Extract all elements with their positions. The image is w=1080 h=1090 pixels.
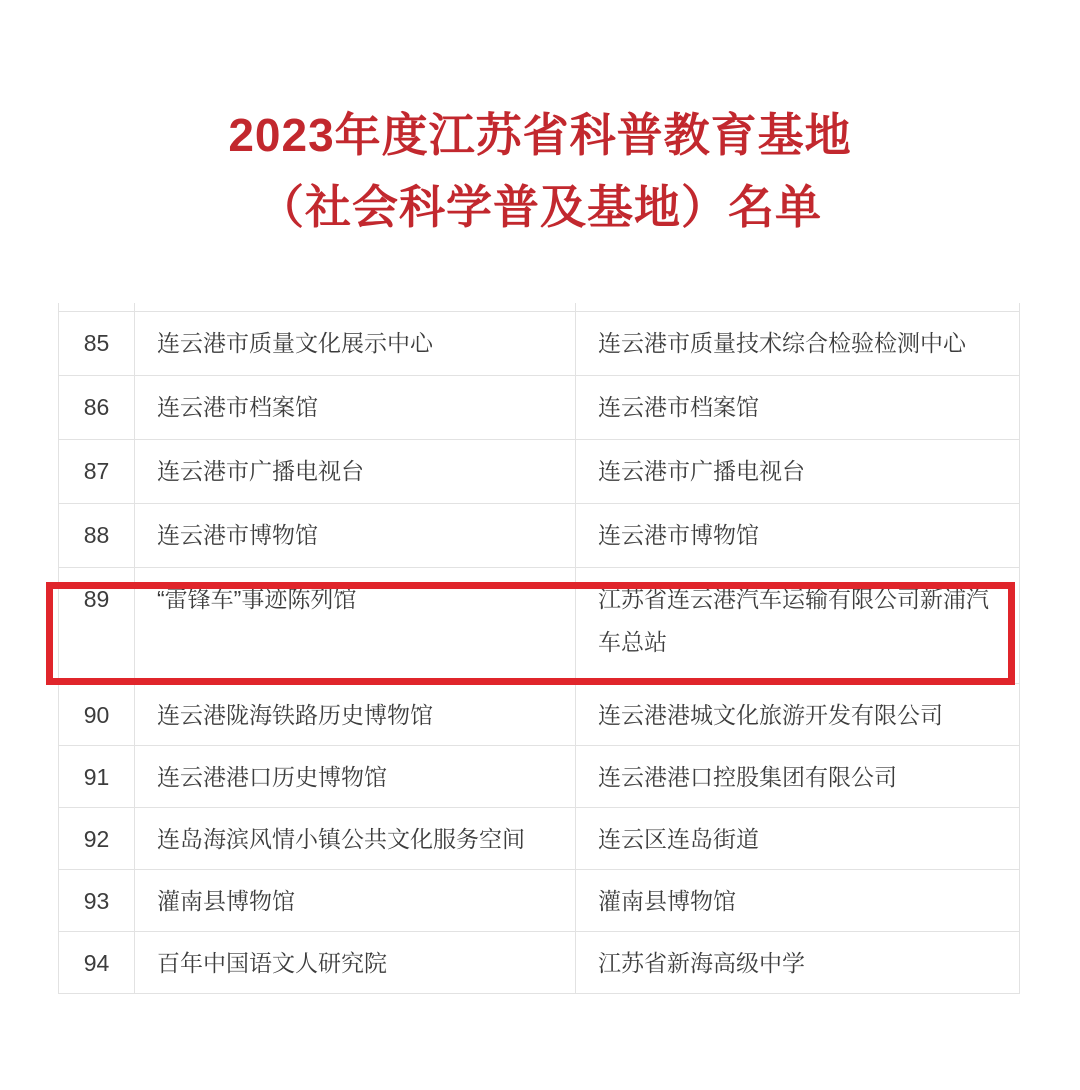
row-number-cell: 94	[59, 932, 135, 993]
base-name-cell: “雷锋车”事迹陈列馆	[135, 568, 576, 683]
base-name-cell: 连云港港口历史博物馆	[135, 746, 576, 807]
table-row	[59, 312, 1019, 376]
base-name-cell: 灌南县博物馆	[135, 870, 576, 931]
base-name-cell: 连云港陇海铁路历史博物馆	[135, 684, 576, 745]
row-number-cell: 88	[59, 504, 135, 567]
row-number-cell: 92	[59, 808, 135, 869]
row-number-cell: 93	[59, 870, 135, 931]
organization-cell: 连云港港城文化旅游开发有限公司	[598, 702, 943, 728]
base-name-cell: 连岛海滨风情小镇公共文化服务空间	[135, 808, 576, 869]
table-row-highlighted	[59, 568, 1019, 684]
organization-cell: 连云港港口控股集团有限公司	[598, 764, 897, 790]
organization-cell: 连云港市档案馆	[598, 394, 759, 420]
table-row	[59, 870, 1019, 932]
base-list-table	[58, 303, 1020, 994]
row-number-cell	[59, 303, 135, 311]
row-number-cell: 89	[59, 568, 135, 683]
organization-cell: 连云港市广播电视台	[598, 458, 805, 484]
organization-cell	[576, 303, 1019, 311]
organization-cell: 江苏省连云港汽车运输有限公司新浦汽车总站	[598, 586, 989, 655]
base-name-cell	[135, 303, 576, 311]
base-name-cell: 连云港市档案馆	[135, 376, 576, 439]
organization-cell: 江苏省新海高级中学	[598, 950, 805, 976]
row-number-cell: 85	[59, 312, 135, 375]
document-title-line2: （社会科学普及基地）名单	[258, 181, 822, 233]
row-number-cell: 86	[59, 376, 135, 439]
table-row	[59, 746, 1019, 808]
row-number-cell: 87	[59, 440, 135, 503]
document-title	[0, 99, 1080, 243]
table-row	[59, 376, 1019, 440]
row-number-cell: 90	[59, 684, 135, 745]
table-row	[59, 808, 1019, 870]
table-row	[59, 440, 1019, 504]
organization-cell: 灌南县博物馆	[598, 888, 736, 914]
row-number-cell: 91	[59, 746, 135, 807]
organization-cell: 连云区连岛街道	[598, 826, 759, 852]
document-title-line1: 2023年度江苏省科普教育基地	[228, 109, 852, 161]
table-row	[59, 684, 1019, 746]
base-name-cell: 连云港市博物馆	[135, 504, 576, 567]
table-row	[59, 932, 1019, 994]
table-row	[59, 504, 1019, 568]
organization-cell: 连云港市博物馆	[598, 522, 759, 548]
base-name-cell: 百年中国语文人研究院	[135, 932, 576, 993]
organization-cell: 连云港市质量技术综合检验检测中心	[598, 330, 966, 356]
base-name-cell: 连云港市质量文化展示中心	[135, 312, 576, 375]
base-name-cell: 连云港市广播电视台	[135, 440, 576, 503]
cropped-row-sliver	[59, 303, 1019, 312]
